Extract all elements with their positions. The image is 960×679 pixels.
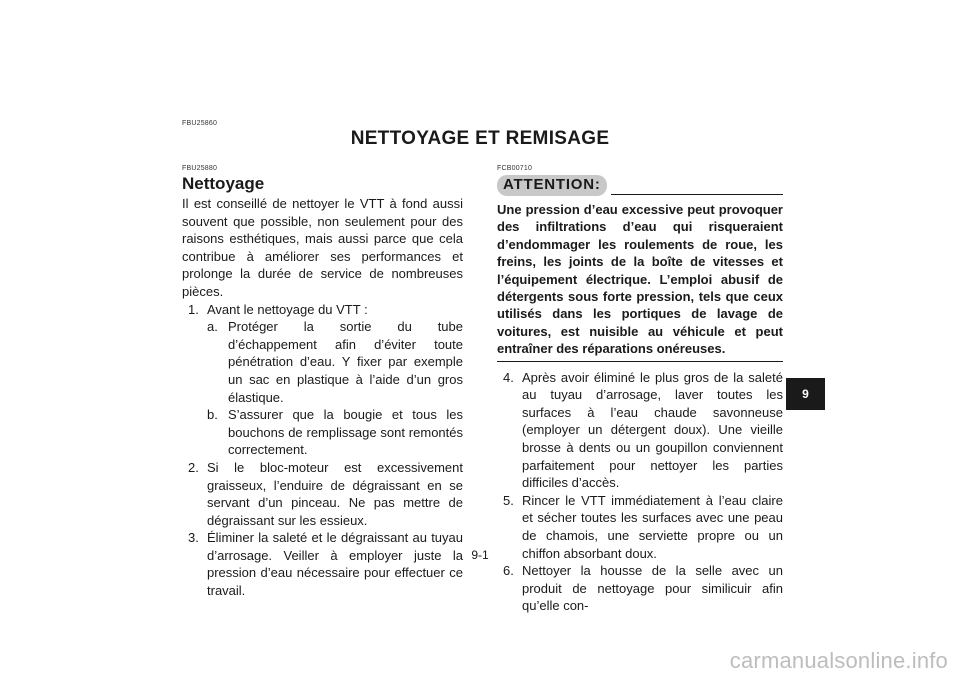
step-text: Rincer le VTT immédiatement à l’eau claire et sécher toutes les surfaces avec une peau de chamois, une serviette propre ou un chiffon absorbant doux.: [522, 492, 783, 561]
list-item: [182, 318, 463, 406]
step-number: 6.: [503, 563, 514, 579]
step-number: 2.: [188, 459, 199, 475]
page-number: 9-1: [471, 548, 489, 562]
attention-text: Une pression d’eau excessive peut provoquer des infiltrations d’eau qui risqueraient d’endommager les roulements de roue, les freins, les joints de la boîte de vitesses et l’équipement électrique. L’emploi abusif de détergents sous forte pression, tels que ceux utilisés dans les portiques de lavage de voitures, est nuisible au véhicule et peut entraîner des réparations onéreuses.: [497, 201, 783, 362]
caution-code: FCB00710: [497, 165, 533, 172]
left-column: [182, 165, 463, 600]
chapter-tab: 9: [786, 378, 825, 410]
step-list: [497, 369, 783, 615]
list-item: [182, 406, 463, 459]
substep-text: Protéger la sortie du tube d’échappement afin d’éviter toute pénétration d’eau. Y fixer par exemple un sac en plastique à l’aide d’un gros élastique.: [228, 319, 463, 405]
list-item: [182, 301, 463, 319]
list-item: [497, 369, 783, 492]
list-item: [497, 562, 783, 615]
attention-badge: ATTENTION:: [497, 175, 607, 196]
watermark: carmanualsonline.info: [729, 648, 948, 673]
step-text: Éliminer la saleté et le dégraissant au tuyau d’arrosage. Veiller à employer juste la pression d’eau nécessaire pour effectuer ce travail.: [207, 530, 463, 599]
list-item: [182, 459, 463, 529]
divider: [611, 194, 783, 195]
section-code: FBU25860: [182, 120, 218, 127]
substep-letter: b.: [207, 407, 218, 423]
page-title: NETTOYAGE ET REMISAGE: [350, 128, 610, 149]
attention-header: [497, 175, 783, 196]
step-text: Nettoyer la housse de la selle avec un produit de nettoyage pour similicuir afin qu’elle con-: [522, 563, 783, 614]
substep-letter: a.: [207, 319, 218, 335]
step-number: 5.: [503, 492, 514, 508]
substep-text: S’assurer que la bougie et tous les bouchons de remplissage sont remontés correctement.: [228, 407, 463, 458]
subsection-heading: Nettoyage: [182, 174, 265, 193]
list-item: [182, 529, 463, 599]
step-number: 4.: [503, 369, 514, 385]
step-text: Avant le nettoyage du VTT :: [207, 301, 368, 317]
step-text: Si le bloc-moteur est excessivement graisseux, l’enduire de dégraissant en se servant d’un pinceau. Ne pas mettre de dégraissant sur les essieux.: [207, 459, 463, 528]
step-number: 1.: [188, 301, 199, 317]
subsection-code: FBU25880: [182, 165, 218, 172]
step-number: 3.: [188, 530, 199, 546]
intro-paragraph: Il est conseillé de nettoyer le VTT à fond aussi souvent que possible, non seulement pour des raisons esthétiques, mais aussi parce que cela contribue à améliorer ses performances et prolonge la durée de service de nombreuses pièces.: [182, 196, 463, 299]
step-text: Après avoir éliminé le plus gros de la saleté au tuyau d’arrosage, laver toutes les surfaces à l’eau chaude savonneuse (employer un détergent doux). Une vieille brosse à dents ou un goupillon conviennent parfaitement pour nettoyer les parties difficiles d’accès.: [522, 369, 783, 491]
